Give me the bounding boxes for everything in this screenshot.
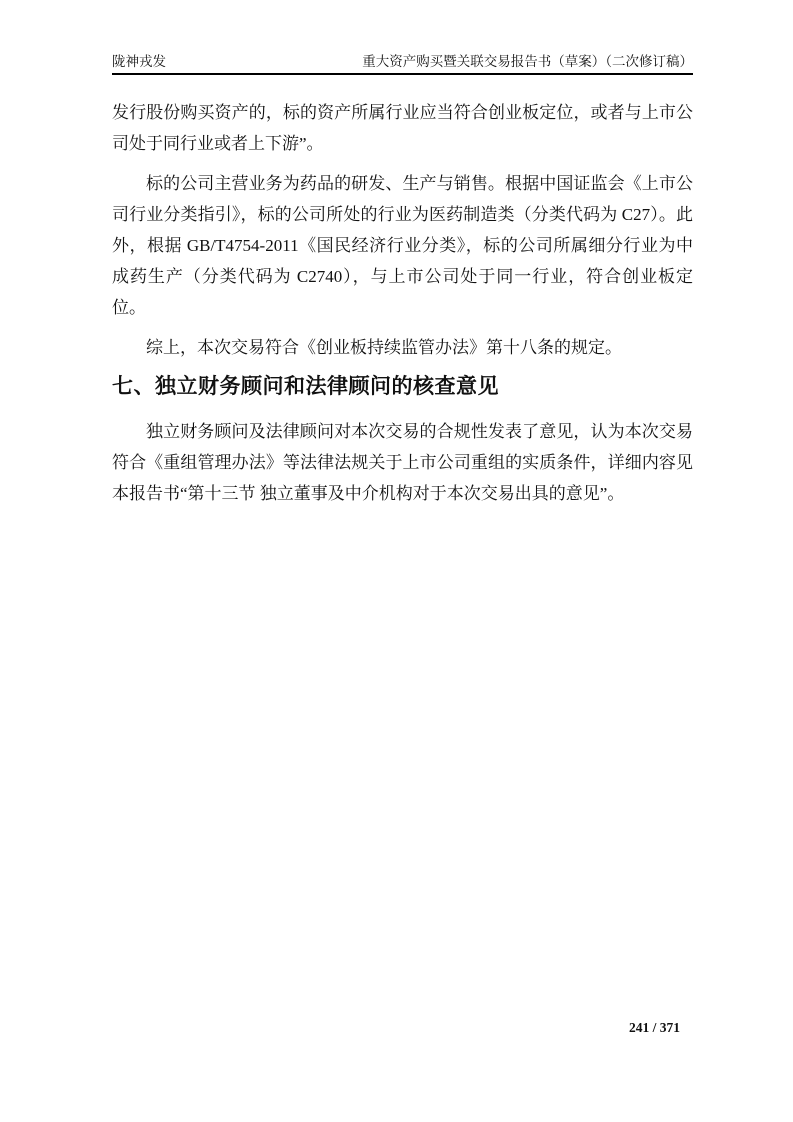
paragraph-continuation: 发行股份购买资产的，标的资产所属行业应当符合创业板定位，或者与上市公司处于同行业或者上下游”。 — [112, 103, 693, 153]
page-content — [112, 97, 693, 518]
section-heading: 七、独立财务顾问和法律顾问的核查意见 — [112, 375, 499, 398]
page-number: 241 / 371 — [628, 1020, 680, 1035]
paragraph-industry-classification: 标的公司主营业务为药品的研发、生产与销售。根据中国证监会《上市公司行业分类指引》，标的公司所处的行业为医药制造类（分类代码为 C27）。此外，根据 GB/T4754-2011《国民经济行业分类》，标的公司所属细分行业为中成药生产（分类代码为 C2740），与上市公司处于同一行业，符合创业板定位。 — [112, 174, 693, 317]
paragraph-conclusion: 综上，本次交易符合《创业板持续监管办法》第十八条的规定。 — [146, 338, 622, 357]
paragraph-advisor-opinion: 独立财务顾问及法律顾问对本次交易的合规性发表了意见，认为本次交易符合《重组管理办法》等法律法规关于上市公司重组的实质条件，详细内容见本报告书“第十三节 独立董事及中介机构对于本次交易出具的意见”。 — [112, 422, 693, 503]
header-document-title: 重大资产购买暨关联交易报告书（草案）（二次修订稿） — [362, 54, 693, 69]
page-footer — [629, 1019, 680, 1036]
page-header — [112, 53, 693, 75]
header-company-short-name: 陇神戎发 — [112, 54, 166, 69]
